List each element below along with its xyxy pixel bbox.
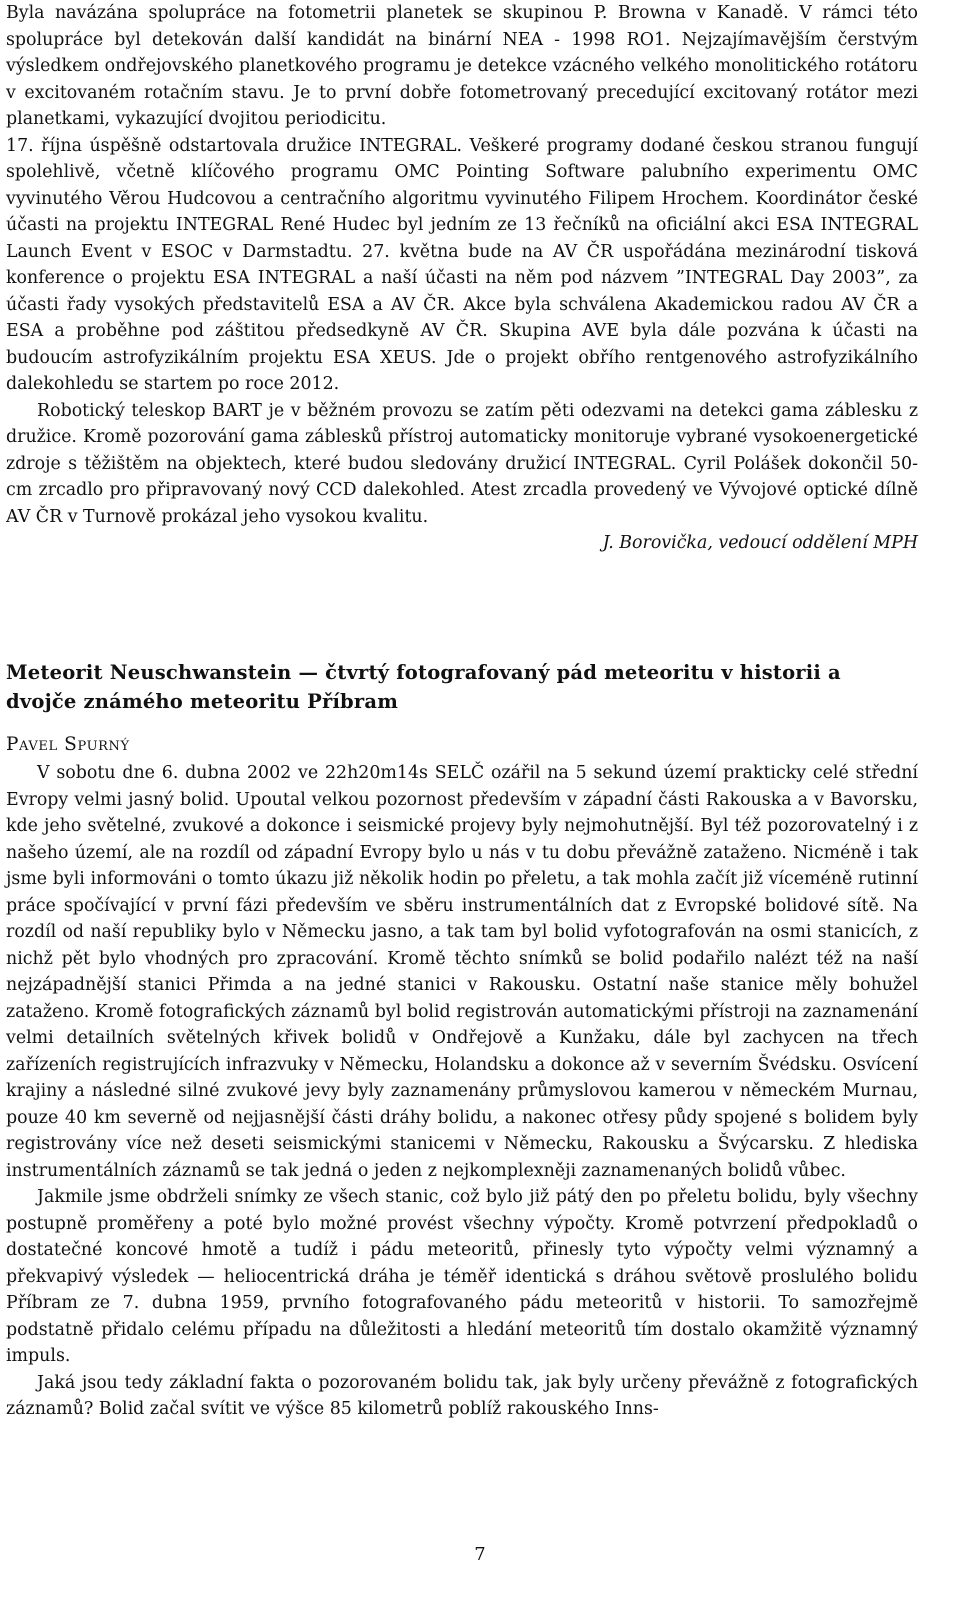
intro-paragraph-2: 17. října úspěšně odstartovala družice INTEGRAL. Veškeré programy dodané českou stranou fungují spolehlivě, včetně klíčového programu OMC Pointing Software palubního experimentu OMC vyvinutého Věrou Hudcovou a centračního algoritmu vyvinutého Filipem Hrochem. Koordinátor české účasti na projektu INTEGRAL René Hudec byl jedním ze 13 řečníků na oficiální akci ESA INTEGRAL Launch Event v ESOC v Darmstadtu. 27. května bude na AV ČR uspořádána mezinárodní tisková konference o projektu ESA INTEGRAL a naší účasti na něm pod názvem ”INTEGRAL Day 2003”, za účasti řady vysokých představitelů ESA a AV ČR. Akce byla schválena Akademickou radou AV ČR a ESA a proběhne pod záštitou předsedkyně AV ČR. Skupina AVE byla dále pozvána k účasti na budoucím astrofyzikálním projektu ESA XEUS. Jde o projekt obřího rentgenového astrofyzikálního dalekohledu se startem po roce 2012.: [6, 135, 918, 394]
article-paragraph-1: V sobotu dne 6. dubna 2002 ve 22h20m14s SELČ ozářil na 5 sekund území prakticky celé střední Evropy velmi jasný bolid. Upoutal velkou pozornost především v západní části Rakouska a v Bavorsku, kde jeho světelné, zvukové a dokonce i seismické projevy byly nejmohutnější. Byl též pozorovatelný i z našeho území, ale na rozdíl od západní Evropy bylo u nás v tu dobu převážně zataženo. Nicméně i tak jsme byli informováni o tomto úkazu již několik hodin po přeletu, a tak mohla začít již víceméně rutinní práce spočívající v první fázi především ve sběru instrumentálních dat z Evropské bolidové sítě. Na rozdíl od naší republiky bylo v Německu jasno, a tak tam byl bolid vyfotografován na osmi stanicích, z nichž pět bylo vhodných pro zpracování. Kromě těchto snímků se bolid podařilo nalézt též na naší nejzápadnější stanici Přimda a na jedné stanici v Rakousku. Ostatní naše stanice měly bohužel zataženo. Kromě fotografických záznamů byl bolid registrován automatickými přístroji na zaznamenání velmi detailních světelných křivek bolidů v Ondřejově a Kunžaku, dále byl zachycen na třech zařízeních registrujících infrazvuky v Německu, Holandsku a dokonce až v severním Švédsku. Osvícení krajiny a následné silné zvukové jevy byly zaznamenány průmyslovou kamerou v německém Murnau, pouze 40 km severně od nejjasnější části dráhy bolidu, a nakonec otřesy půdy spojené s bolidem byly registrovány více než deseti seismickými stanicemi v Německu, Rakousku a Švýcarsku. Z hlediska instrumentálních záznamů se tak jedná o jeden z nejkomplexněji zaznamenaných bolidů vůbec.: [6, 763, 918, 1181]
intro-text-block: [6, 0, 918, 557]
article-paragraph-2: Jakmile jsme obdrželi snímky ze všech stanic, což bylo již pátý den po přeletu bolidu, byly všechny postupně proměřeny a poté bylo možné provést všechny výpočty. Kromě potvrzení předpokladů o dostatečné koncové hmotě a tudíž i pádu meteoritů, přinesly tyto výpočty velmi významný a překvapivý výsledek — heliocentrická dráha je téměř identická s dráhou světově proslulého bolidu Příbram ze 7. dubna 1959, prvního fotografovaného pádu meteoritů v historii. To samozřejmě podstatně přidalo celému případu na důležitosti a hledání meteoritů tím dostalo okamžitě významný impuls.: [6, 1187, 918, 1366]
article-author: Pavel Spurný: [6, 734, 130, 755]
intro-paragraph-1: Byla navázána spolupráce na fotometrii planetek se skupinou P. Browna v Kanadě. V rámci této spolupráce byl detekován další kandidát na binární NEA - 1998 RO1. Nejzajímavějším čerstvým výsledkem ondřejovského planetkového programu je detekce vzácného velkého monolitického rotátoru v excitovaném rotačním stavu. Je to první dobře fotometrovaný precedující excitovaný rotátor mezi planetkami, vykazující dvojitou periodicitu.: [6, 3, 918, 129]
article-paragraph-3: Jaká jsou tedy základní fakta o pozorovaném bolidu tak, jak byly určeny převážně z fotografických záznamů? Bolid začal svítit ve výšce 85 kilometrů poblíž rakouského Inns-: [6, 1372, 918, 1419]
article-body: [6, 760, 918, 1423]
signature: J. Borovička, vedoucí oddělení MPH: [602, 533, 918, 553]
article-title: Meteorit Neuschwanstein — čtvrtý fotografovaný pád meteoritu v historii a dvojče známého meteoritu Příbram: [6, 661, 841, 713]
page-number: 7: [474, 1544, 486, 1565]
intro-paragraph-3: Robotický teleskop BART je v běžném provozu se zatím pěti odezvami na detekci gama záblesku z družice. Kromě pozorování gama záblesků přístroj automaticky monitoruje vybrané vysokoenergetické zdroje s těžištěm na objektech, které budou sledovány družicí INTEGRAL. Cyril Polášek dokončil 50-cm zrcadlo pro připravovaný nový CCD dalekohled. Atest zrcadla provedený ve Vývojové optické dílně AV ČR v Turnově prokázal jeho vysokou kvalitu.: [6, 400, 918, 527]
